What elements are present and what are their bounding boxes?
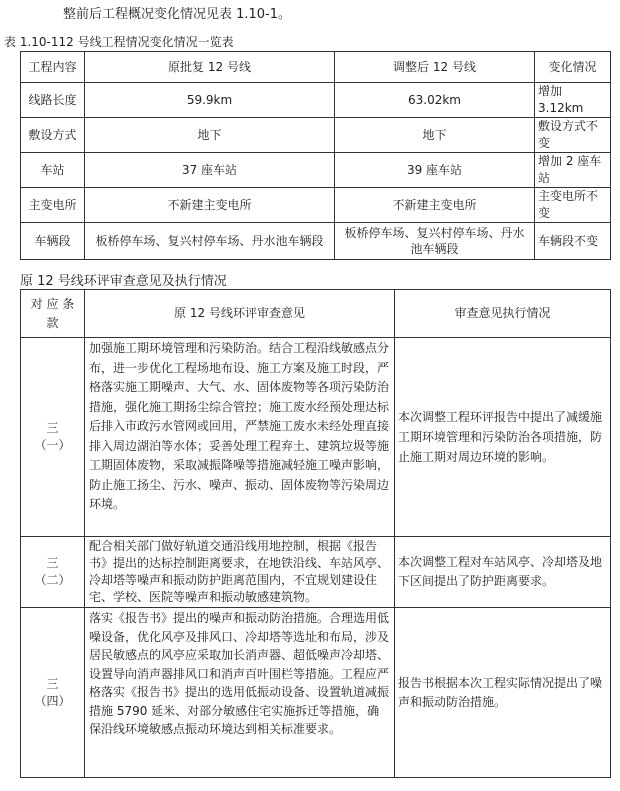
opinion-cell: 配合相关部门做好轨道交通沿线用地控制，根据《报告书》提出的达标控制距离要求，在地铁沿线、车站风亭、冷却塔等噪声和振动防护距离范围内，不宜规划建设住宅、学校、医院等噪声和振动敏感建筑物。: [85, 537, 395, 608]
table-row: [21, 338, 611, 537]
change-cell: 增加 3.12km: [535, 83, 611, 118]
item-cell: 主变电所: [21, 188, 85, 223]
change-cell: 敷设方式不变: [535, 118, 611, 153]
header-cell: 原批复 12 号线: [85, 52, 335, 83]
intro-text: 整前后工程概况变化情况见表 1.10-1。: [63, 7, 292, 22]
table-header-row: [21, 52, 611, 83]
table-row: [21, 153, 611, 188]
item-cell: 车辆段: [21, 223, 85, 260]
item-cell: 车站: [21, 153, 85, 188]
table-row: [21, 608, 611, 778]
clause-number: 三: [46, 556, 59, 570]
clause-cell: [21, 537, 85, 608]
item-cell: 敷设方式: [21, 118, 85, 153]
original-cell: 37 座车站: [85, 153, 335, 188]
execution-cell: 本次调整工程对车站风亭、冷却塔及地下区间提出了防护距离要求。: [395, 537, 611, 608]
original-cell: 板桥停车场、复兴村停车场、丹水池车辆段: [85, 223, 335, 260]
project-change-table: [20, 51, 611, 260]
clause-header: 对 应 条款: [21, 290, 85, 338]
change-cell: 车辆段不变: [535, 223, 611, 260]
clause-subnumber: （四）: [34, 693, 71, 708]
adjusted-cell: 板桥停车场、复兴村停车场、丹水池车辆段: [335, 223, 535, 260]
execution-cell: 本次调整工程环评报告中提出了减缓施工期环境管理和污染防治各项措施，防止施工期对周边环境的影响。: [395, 338, 611, 537]
table2-caption: 原 12 号线环评审查意见及执行情况: [20, 274, 227, 289]
review-opinion-table: [20, 289, 611, 778]
table-header-row: [21, 290, 611, 338]
original-cell: 地下: [85, 118, 335, 153]
header-cell: 变化情况: [535, 52, 611, 83]
adjusted-cell: 63.02km: [335, 83, 535, 118]
opinion-cell: 落实《报告书》提出的噪声和振动防治措施。合理选用低噪设备，优化风亭及排风口、冷却塔等选址和布局，涉及居民敏感点的风亭应采取加长消声器、超低噪声冷却塔、设置导向消声器排风口和消声百叶围栏等措施。工程应严格落实《报告书》提出的选用低振动设备、设置轨道减振措施 5790 延米、对部分敏感住宅实施拆迁等措施，确保沿线环境敏感点振动环境达到相关标准要求。: [85, 608, 395, 778]
clause-subnumber: （一）: [34, 438, 71, 452]
change-cell: 主变电所不变: [535, 188, 611, 223]
change-cell: 增加 2 座车站: [535, 153, 611, 188]
header-cell: 工程内容: [21, 52, 85, 83]
clause-cell: [21, 338, 85, 537]
adjusted-cell: 不新建主变电所: [335, 188, 535, 223]
table-row: [21, 223, 611, 260]
table-row: [21, 188, 611, 223]
adjusted-cell: 地下: [335, 118, 535, 153]
table-row: [21, 537, 611, 608]
table-row: [21, 83, 611, 118]
adjusted-cell: 39 座车站: [335, 153, 535, 188]
item-cell: 线路长度: [21, 83, 85, 118]
header-cell: 调整后 12 号线: [335, 52, 535, 83]
clause-number: 三: [46, 676, 59, 691]
execution-cell: 报告书根据本次工程实际情况提出了噪声和振动防治措施。: [395, 608, 611, 778]
execution-header: 审查意见执行情况: [395, 290, 611, 338]
table-row: [21, 118, 611, 153]
table1-caption: 表 1.10-112 号线工程情况变化情况一览表: [4, 35, 234, 49]
clause-subnumber: （二）: [34, 573, 71, 587]
clause-number: 三: [46, 421, 59, 435]
original-cell: 不新建主变电所: [85, 188, 335, 223]
opinion-cell: 加强施工期环境管理和污染防治。结合工程沿线敏感点分布，进一步优化工程场地布设、施工方案及施工时段，严格落实施工期噪声、大气、水、固体废物等各项污染防治措施，强化施工期扬尘综合管控；施工废水经预处理达标后排入市政污水管网或回用，严禁施工废水未经处理直接排入周边湖泊等水体；妥善处理工程弃土、建筑垃圾等施工期固体废物，采取减振降噪等措施减轻施工噪声影响，防止施工扬尘、污水、噪声、振动、固体废物等污染周边环境。: [85, 338, 395, 537]
original-cell: 59.9km: [85, 83, 335, 118]
opinion-header: 原 12 号线环评审查意见: [85, 290, 395, 338]
clause-cell: [21, 608, 85, 778]
